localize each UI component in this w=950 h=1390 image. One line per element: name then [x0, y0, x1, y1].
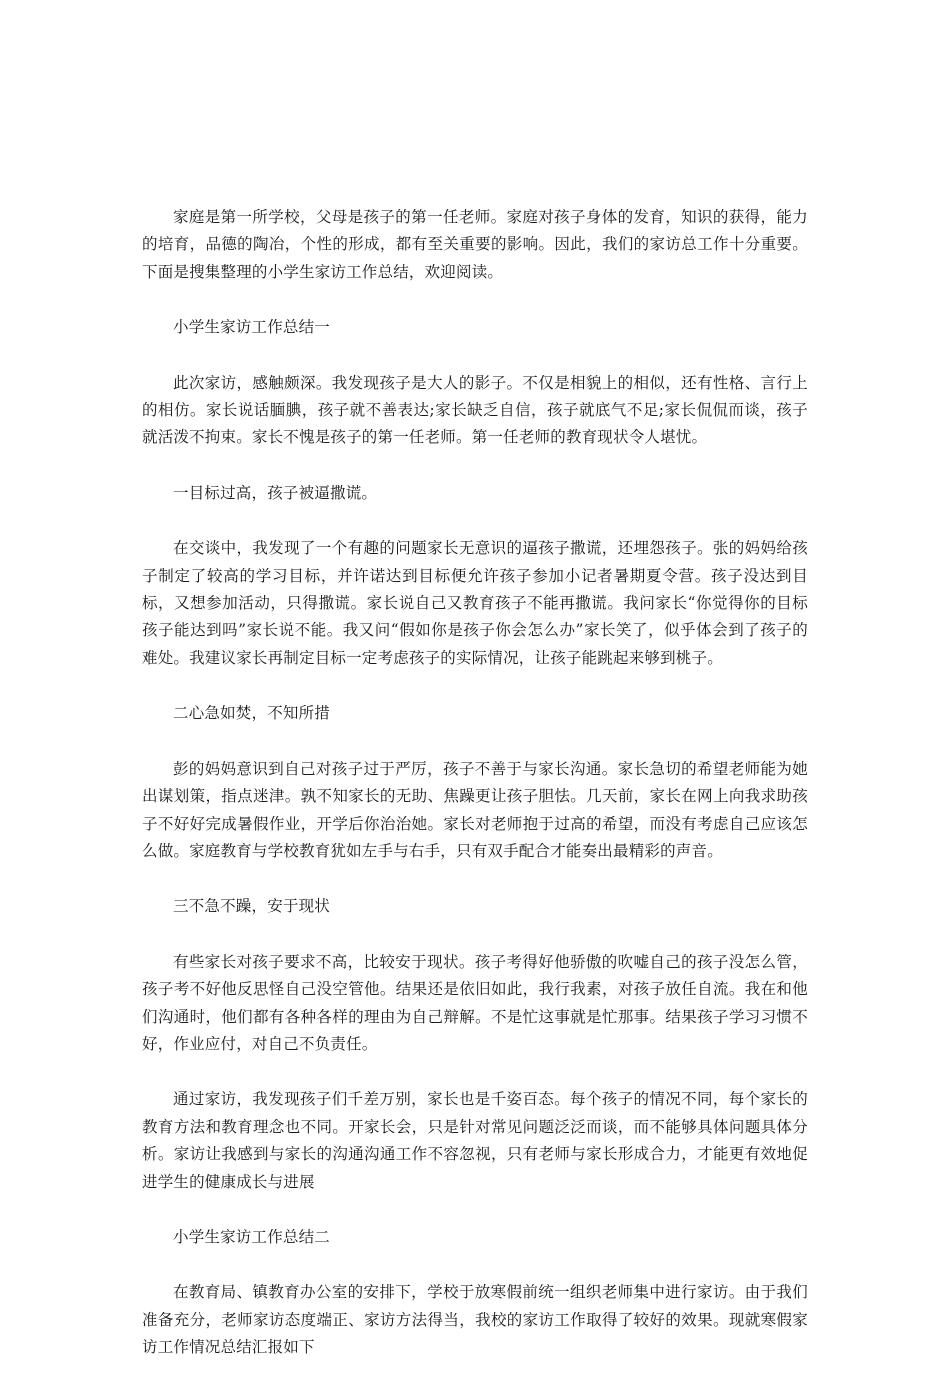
paragraph-impressions: 此次家访，感触颇深。我发现孩子是大人的影子。不仅是相貌上的相似，还有性格、言行上的相仿。家长说话腼腆，孩子就不善表达;家长缺乏自信，孩子就底气不足;家长侃侃而谈，孩子就活泼不拘束。家长不愧是孩子的第一任老师。第一任老师的教育现状令人堪忧。 — [142, 373, 808, 447]
document-body — [142, 204, 808, 1390]
paragraph-goal-too-high: 在交谈中，我发现了一个有趣的问题家长无意识的逼孩子撒谎，还埋怨孩子。张的妈妈给孩子制定了较高的学习目标，并许诺达到目标便允许孩子参加小记者暑期夏令营。孩子没达到目标，又想参加活动，只得撒谎。家长说自己又教育孩子不能再撒谎。我问家长“你觉得你的目标孩子能达到吗”家长说不能。我又问“假如你是孩子你会怎么办”家长笑了，似乎体会到了孩子的难处。我建议家长再制定目标一定考虑孩子的实际情况，让孩子能跳起来够到桃子。 — [142, 539, 808, 667]
paragraph-anxious: 彭的妈妈意识到自己对孩子过于严厉，孩子不善于与家长沟通。家长急切的希望老师能为她出谋划策，指点迷津。孰不知家长的无助、焦躁更让孩子胆怯。几天前，家长在网上向我求助孩子不好好完成暑假作业，开学后你治治她。家长对老师抱于过高的希望，而没有考虑自己应该怎么做。家庭教育与学校教育犹如左手与右手，只有双手配合才能奏出最精彩的声音。 — [142, 759, 808, 860]
section-heading-summary-one: 小学生家访工作总结一 — [173, 318, 331, 337]
paragraph-summary-two-intro: 在教育局、镇教育办公室的安排下，学校于放寒假前统一组织老师集中进行家访。由于我们准备充分，老师家访态度端正、家访方法得当，我校的家访工作取得了较好的效果。现就寒假家访工作情况总结汇报如下 — [142, 1283, 808, 1357]
subheading-anxious: 二心急如焚，不知所措 — [173, 704, 331, 723]
paragraph-complacent: 有些家长对孩子要求不高，比较安于现状。孩子考得好他骄傲的吹嘘自己的孩子没怎么管，孩子考不好他反思怪自己没空管他。结果还是依旧如此，我行我素，对孩子放任自流。我在和他们沟通时，他们都有各种各样的理由为自己辩解。不是忙这事就是忙那事。结果孩子学习习惯不好，作业应付，对自己不负责任。 — [142, 952, 808, 1053]
section-heading-summary-two: 小学生家访工作总结二 — [173, 1227, 331, 1246]
subheading-goal-too-high: 一目标过高，孩子被逼撒谎。 — [173, 483, 378, 502]
subheading-complacent: 三不急不躁，安于现状 — [173, 897, 331, 916]
paragraph-conclusion: 通过家访，我发现孩子们千差万别，家长也是千姿百态。每个孩子的情况不同，每个家长的教育方法和教育理念也不同。开家长会，只是针对常见问题泛泛而谈，而不能够具体问题具体分析。家访让我感到与家长的沟通沟通工作不容忽视，只有老师与家长形成合力，才能更有效地促进学生的健康成长与进展 — [142, 1090, 808, 1191]
intro-paragraph: 家庭是第一所学校，父母是孩子的第一任老师。家庭对孩子身体的发育，知识的获得，能力的培育，品德的陶冶，个性的形成，都有至关重要的影响。因此，我们的家访总工作十分重要。下面是搜集整理的小学生家访工作总结，欢迎阅读。 — [142, 208, 808, 281]
